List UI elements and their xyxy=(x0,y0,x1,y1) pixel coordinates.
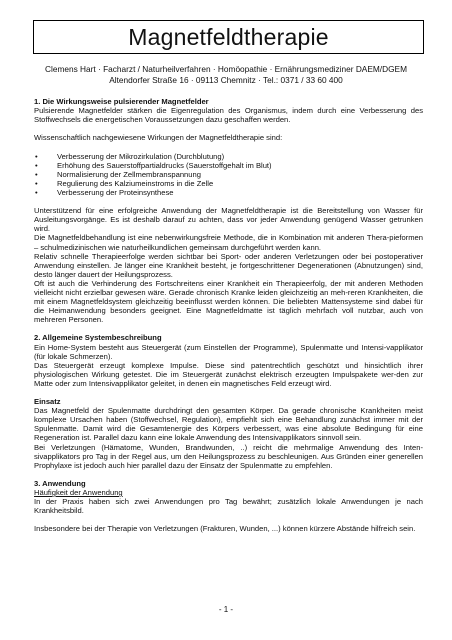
einsatz-heading: Einsatz xyxy=(34,397,61,407)
paragraph: Bei Verletzungen (Hämatome, Wunden, Brandwunden, ..) reicht die mehrmalige Anwendung des Inten-sivapplikators pro Tag in der Regel aus, um den Heilungsprozess zu beschleunigen. Aus Gründen einer generellen Prophylaxe ist jedoch auch hier parallel dazu der Einsatz der Spulenmatte zu empfehlen. xyxy=(34,442,423,470)
list-item-text: Verbesserung der Proteinsynthese xyxy=(57,187,174,197)
list-item xyxy=(34,152,423,161)
header-address-line: Altendorfer Straße 16 · 09113 Chemnitz · Tel.: 0371 / 33 60 400 xyxy=(109,75,343,85)
page-title: Magnetfeldtherapie xyxy=(128,23,329,50)
section-2-heading: 2. Allgemeine Systembeschreibung xyxy=(34,333,162,343)
paragraph: In der Praxis haben sich zwei Anwendungen pro Tag bewährt; zusätzlich lokale Anwendungen je nach Krankheitsbild. xyxy=(34,497,423,516)
list-item xyxy=(34,161,423,170)
paragraph: Wissenschaftlich nachgewiesene Wirkungen der Magnetfeldtherapie sind: xyxy=(34,133,283,143)
effects-list xyxy=(34,152,423,197)
paragraph: Insbesondere bei der Therapie von Verletzungen (Frakturen, Wunden, ...) können kürzere Abstände hilfreich sein. xyxy=(34,524,416,534)
page-number: - 1 - xyxy=(218,605,234,614)
paragraph: Ein Home-System besteht aus Steuergerät (zum Einstellen der Programme), Spulenmatte und Intensi-vapplikator (für lokale Schmerzen). xyxy=(34,342,423,361)
paragraph: Relativ schnelle Therapieerfolge werden sichtbar bei Sport- oder anderen Verletzungen oder bei postoperativer Anwendung einstellen. Je länger eine Krankheit besteht, je fortgeschrittener Degenerationen (Abnutzungen) sind, desto länger dauert der Heilungsprozess. xyxy=(34,251,423,279)
bullet-icon: • xyxy=(35,187,38,197)
title-box xyxy=(33,20,424,54)
paragraph: Die Magnetfeldbehandlung ist eine nebenwirkungsfreie Methode, die in Kombination mit anderen Thera-pieformen – schulmedizinischen wie naturheilkundlichen gemeinsam durchgeführt werden kann. xyxy=(34,233,423,252)
list-item-text: Verbesserung der Mikrozirkulation (Durchblutung) xyxy=(57,151,225,161)
paragraph: Das Steuergerät erzeugt komplexe Impulse. Diese sind patentrechtlich geschützt und hinsichtlich ihrer physiologischen Wirkung getestet. Die im Steuergerät zunächst elektrisch erzeugten Impulspakete wer-den zur Matte oder zum Intensivapplikator geleitet, in denen ein magnetisches Feld erzeugt wird. xyxy=(34,360,423,388)
list-item xyxy=(34,179,423,188)
header-author-line: Clemens Hart · Facharzt / Naturheilverfahren · Homöopathie · Ernährungsmediziner DAEM/DGEM xyxy=(45,64,407,74)
bullet-icon: • xyxy=(35,160,38,170)
list-item xyxy=(34,170,423,179)
bullet-icon: • xyxy=(35,169,38,179)
section-3-subheading: Häufigkeit der Anwendung xyxy=(34,488,123,498)
section-3-heading: 3. Anwendung xyxy=(34,478,86,488)
section-1-heading: 1. Die Wirkungsweise pulsierender Magnetfelder xyxy=(34,97,209,106)
paragraph: Oft ist auch die Verhinderung des Fortschreitens einer Krankheit ein Therapieerfolg, der mit anderen Methoden vielleicht nicht erzielbar gewesen wäre. Gerade chronisch Kranke leiden gleichzeitig an meh-reren Krankheiten, die mit einem Magnetfeldsystem gleichzeitig beeinflusst werden können. Die beliebten Mattensysteme sind dabei für die Heimanwendung besonders geeignet. Eine Magnetfeldmatte ist täglich mehrfach voll nutzbar, auch von mehreren Personen. xyxy=(34,278,423,325)
paragraph: Das Magnetfeld der Spulenmatte durchdringt den gesamten Körper. Da gerade chronische Krankheiten meist komplexe Ursachen haben (Stoffwechsel, Regulation), empfiehlt sich eine Behandlung zunächst immer mit der Spulenmatte. Damit wird die Gesamtenergie des Körpers verbessert, was eine absolute Bedingung für eine Regeneration ist. Parallel dazu kann eine lokale Anwendung des Intensivapplikators sinnvoll sein. xyxy=(34,406,423,443)
bullet-icon: • xyxy=(35,151,38,161)
document-body xyxy=(34,97,423,534)
bullet-icon: • xyxy=(35,178,38,188)
paragraph: Unterstützend für eine erfolgreiche Anwendung der Magnetfeldtherapie ist die Bereitstellung von Wasser für Ausleitungsvorgänge. Es ist deshalb darauf zu achten, dass vor jeder Anwendung genügend Wasser getrunken wird. xyxy=(34,206,423,234)
list-item-text: Regulierung des Kalziumeinstroms in die Zelle xyxy=(57,178,214,188)
list-item-text: Normalisierung der Zellmembranspannung xyxy=(57,169,201,179)
list-item xyxy=(34,188,423,197)
list-item-text: Erhöhung des Sauerstoffpartialdrucks (Sauerstoffgehalt im Blut) xyxy=(57,160,272,170)
paragraph: Pulsierende Magnetfelder stärken die Eigenregulation des Organismus, indem durch eine Verbesserung des Stoffwechsels die energetischen Voraussetzungen dazu geschaffen werden. xyxy=(34,106,423,125)
